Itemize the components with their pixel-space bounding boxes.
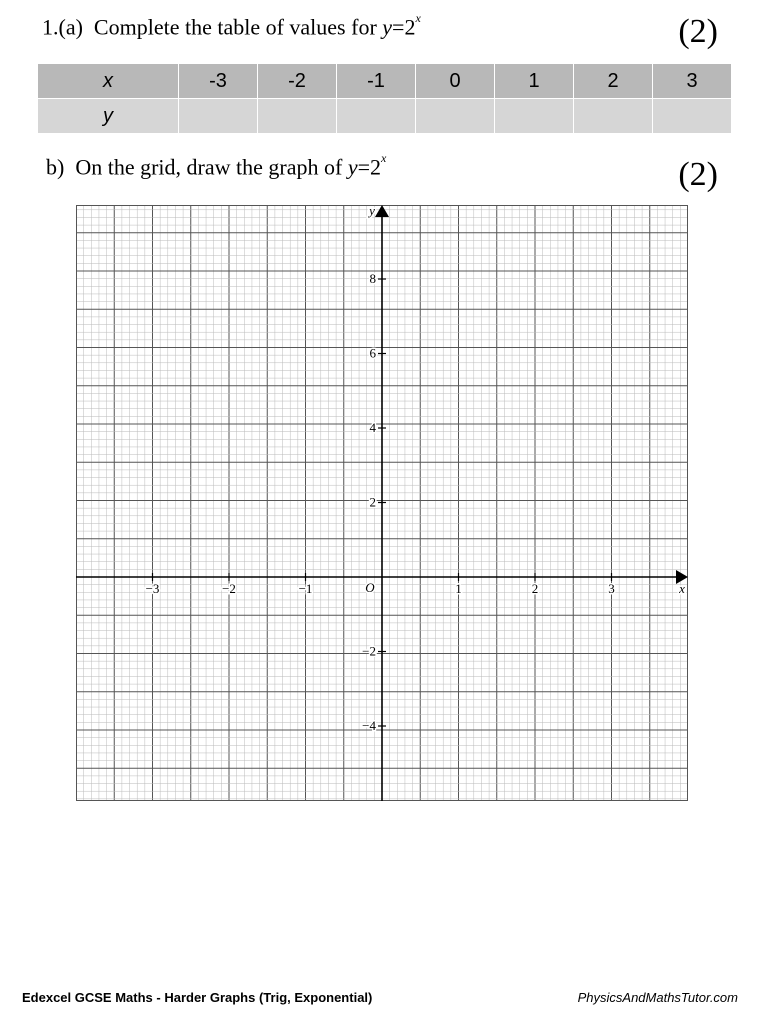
question-b bbox=[46, 148, 386, 181]
x-tick-label: −3 bbox=[145, 581, 160, 596]
x-value-cell: -1 bbox=[337, 64, 416, 99]
equation-variable: y bbox=[382, 14, 393, 40]
equation-exponent: x bbox=[415, 11, 421, 25]
y-axis-label: y bbox=[369, 205, 375, 218]
question-a-marks: (2) bbox=[678, 13, 718, 50]
x-value-cell: 1 bbox=[495, 64, 574, 99]
question-b-text: On the grid, draw the graph of bbox=[75, 154, 343, 180]
question-b-number: b) bbox=[46, 154, 65, 180]
y-value-cell[interactable] bbox=[653, 99, 732, 134]
graph-grid[interactable] bbox=[76, 205, 688, 801]
x-axis-label: x bbox=[679, 581, 685, 596]
equation-variable: y bbox=[347, 154, 358, 180]
y-tick-label: 2 bbox=[369, 494, 376, 510]
footer-course-title: Edexcel GCSE Maths - Harder Graphs (Trig, Exponential) bbox=[22, 990, 373, 1005]
y-value-cell[interactable] bbox=[179, 99, 258, 134]
equation-base: =2 bbox=[357, 154, 381, 180]
x-value-cell: 3 bbox=[653, 64, 732, 99]
x-value-cell: -2 bbox=[258, 64, 337, 99]
y-tick-label: −4 bbox=[362, 718, 376, 733]
x-tick-label: −1 bbox=[298, 581, 313, 596]
x-value-cell: 0 bbox=[416, 64, 495, 99]
y-axis-arrow bbox=[375, 205, 389, 217]
y-tick-label: 8 bbox=[369, 271, 376, 286]
x-tick-label: 3 bbox=[608, 581, 615, 596]
y-tick-label: 6 bbox=[369, 345, 376, 361]
question-a bbox=[42, 8, 421, 41]
y-value-cell[interactable] bbox=[574, 99, 653, 134]
table-row-y bbox=[38, 99, 732, 134]
y-value-cell[interactable] bbox=[416, 99, 495, 134]
x-tick-label: 2 bbox=[531, 581, 539, 596]
values-table bbox=[37, 63, 732, 134]
origin-label: O bbox=[365, 580, 375, 595]
y-header-cell: y bbox=[38, 99, 179, 134]
y-tick-label: −2 bbox=[362, 643, 376, 659]
footer-site-name: PhysicsAndMathsTutor.com bbox=[577, 990, 738, 1005]
x-tick-label: 1 bbox=[455, 581, 462, 596]
question-a-number: 1.(a) bbox=[42, 14, 83, 40]
equation-base: =2 bbox=[392, 14, 416, 40]
y-value-cell[interactable] bbox=[337, 99, 416, 134]
table-row-x bbox=[38, 64, 732, 99]
y-value-cell[interactable] bbox=[258, 99, 337, 134]
y-value-cell[interactable] bbox=[495, 99, 574, 134]
x-value-cell: -3 bbox=[179, 64, 258, 99]
x-value-cell: 2 bbox=[574, 64, 653, 99]
y-tick-label: 4 bbox=[369, 420, 376, 435]
x-header-cell: x bbox=[38, 64, 179, 99]
x-tick-label: −2 bbox=[222, 581, 236, 596]
question-a-text: Complete the table of values for bbox=[93, 14, 377, 40]
question-b-marks: (2) bbox=[678, 156, 718, 193]
equation-exponent: x bbox=[381, 151, 387, 165]
